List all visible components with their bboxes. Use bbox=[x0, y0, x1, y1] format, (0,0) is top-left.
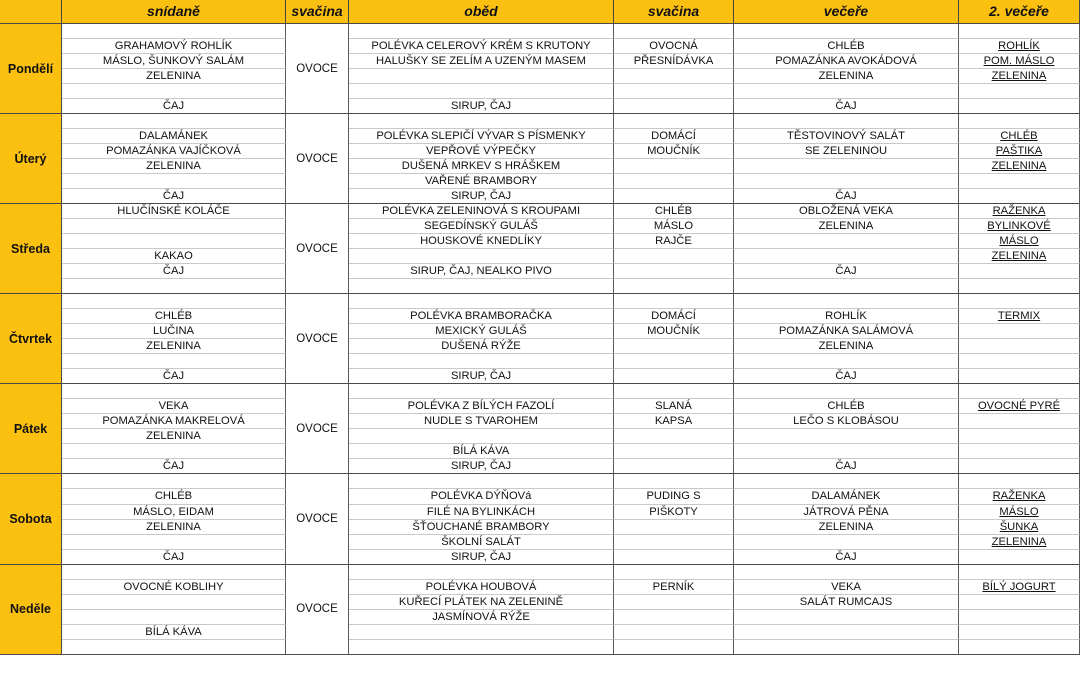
svacina-2-cell: KAPSA bbox=[614, 414, 734, 429]
vecere-2-cell: MÁSLO bbox=[959, 234, 1080, 249]
obed-cell: KUŘECÍ PLÁTEK NA ZELENINĚ bbox=[349, 595, 614, 610]
obed-cell: SEGEDÍNSKÝ GULÁŠ bbox=[349, 219, 614, 234]
obed-cell bbox=[349, 429, 614, 444]
vecere-2-cell: ŠUNKA bbox=[959, 520, 1080, 535]
obed-cell: POLÉVKA Z BÍLÝCH FAZOLÍ bbox=[349, 399, 614, 414]
vecere-2-cell bbox=[959, 174, 1080, 189]
snidane-cell: CHLÉB bbox=[62, 489, 286, 504]
obed-cell: SIRUP, ČAJ bbox=[349, 550, 614, 565]
vecere-2-cell: POM. MÁSLO bbox=[959, 54, 1080, 69]
obed-cell bbox=[349, 294, 614, 309]
day-label: Úterý bbox=[0, 114, 62, 204]
vecere-cell: ČAJ bbox=[734, 369, 959, 384]
vecere-cell: CHLÉB bbox=[734, 39, 959, 54]
vecere-cell: SE ZELENINOU bbox=[734, 144, 959, 159]
vecere-cell bbox=[734, 444, 959, 459]
snidane-cell bbox=[62, 535, 286, 550]
snidane-cell: ZELENINA bbox=[62, 159, 286, 174]
day-label: Středa bbox=[0, 204, 62, 294]
svacina-2-cell bbox=[614, 249, 734, 264]
vecere-cell bbox=[734, 474, 959, 489]
vecere-cell: ČAJ bbox=[734, 550, 959, 565]
vecere-2-cell: MÁSLO bbox=[959, 505, 1080, 520]
snidane-cell bbox=[62, 595, 286, 610]
header-obed: oběd bbox=[349, 0, 614, 24]
obed-cell: ŠKOLNÍ SALÁT bbox=[349, 535, 614, 550]
snidane-cell bbox=[62, 610, 286, 625]
svacina-2-cell bbox=[614, 369, 734, 384]
svacina-2-cell bbox=[614, 159, 734, 174]
snidane-cell: ČAJ bbox=[62, 264, 286, 279]
vecere-cell: ZELENINA bbox=[734, 520, 959, 535]
svacina-2-cell bbox=[614, 354, 734, 369]
snidane-cell bbox=[62, 24, 286, 39]
svacina-2-cell: DOMÁCÍ bbox=[614, 129, 734, 144]
svacina-2-cell bbox=[614, 339, 734, 354]
obed-cell: POLÉVKA ZELENINOVÁ S KROUPAMI bbox=[349, 204, 614, 219]
snidane-cell bbox=[62, 114, 286, 129]
snidane-cell: ZELENINA bbox=[62, 69, 286, 84]
svacina-1-cell: OVOCE bbox=[286, 24, 349, 114]
svacina-2-cell: MÁSLO bbox=[614, 219, 734, 234]
header-vecere: večeře bbox=[734, 0, 959, 24]
svacina-1-cell: OVOCE bbox=[286, 294, 349, 384]
svacina-2-cell bbox=[614, 474, 734, 489]
obed-cell bbox=[349, 625, 614, 640]
vecere-2-cell: ROHLÍK bbox=[959, 39, 1080, 54]
snidane-cell bbox=[62, 294, 286, 309]
snidane-cell bbox=[62, 384, 286, 399]
obed-cell: VEPŘOVÉ VÝPEČKY bbox=[349, 144, 614, 159]
svacina-1-cell: OVOCE bbox=[286, 204, 349, 294]
svacina-2-cell bbox=[614, 640, 734, 655]
vecere-2-cell bbox=[959, 595, 1080, 610]
snidane-cell: POMAZÁNKA MAKRELOVÁ bbox=[62, 414, 286, 429]
header-snidane: snídaně bbox=[62, 0, 286, 24]
svacina-1-cell: OVOCE bbox=[286, 384, 349, 474]
vecere-cell bbox=[734, 114, 959, 129]
obed-cell: SIRUP, ČAJ bbox=[349, 459, 614, 474]
obed-cell: DUŠENÁ MRKEV S HRÁŠKEM bbox=[349, 159, 614, 174]
snidane-cell: MÁSLO, EIDAM bbox=[62, 505, 286, 520]
snidane-cell: ZELENINA bbox=[62, 429, 286, 444]
svacina-2-cell: RAJČE bbox=[614, 234, 734, 249]
snidane-cell bbox=[62, 640, 286, 655]
obed-cell: VAŘENÉ BRAMBORY bbox=[349, 174, 614, 189]
svacina-2-cell: PIŠKOTY bbox=[614, 505, 734, 520]
svacina-2-cell: PUDING S bbox=[614, 489, 734, 504]
svacina-2-cell bbox=[614, 550, 734, 565]
vecere-2-cell: OVOCNÉ PYRÉ bbox=[959, 399, 1080, 414]
svacina-2-cell bbox=[614, 174, 734, 189]
snidane-cell: OVOCNÉ KOBLIHY bbox=[62, 580, 286, 595]
snidane-cell: VEKA bbox=[62, 399, 286, 414]
obed-cell: POLÉVKA CELEROVÝ KRÉM S KRUTONY bbox=[349, 39, 614, 54]
vecere-cell: ZELENINA bbox=[734, 69, 959, 84]
vecere-2-cell bbox=[959, 459, 1080, 474]
vecere-cell: DALAMÁNEK bbox=[734, 489, 959, 504]
vecere-cell bbox=[734, 234, 959, 249]
vecere-cell bbox=[734, 279, 959, 294]
snidane-cell: DALAMÁNEK bbox=[62, 129, 286, 144]
vecere-cell: ČAJ bbox=[734, 99, 959, 114]
snidane-cell: KAKAO bbox=[62, 249, 286, 264]
snidane-cell bbox=[62, 174, 286, 189]
svacina-2-cell: DOMÁCÍ bbox=[614, 309, 734, 324]
snidane-cell bbox=[62, 219, 286, 234]
vecere-cell: ČAJ bbox=[734, 189, 959, 204]
obed-cell bbox=[349, 84, 614, 99]
obed-cell: DUŠENÁ RÝŽE bbox=[349, 339, 614, 354]
svacina-2-cell: SLANÁ bbox=[614, 399, 734, 414]
snidane-cell bbox=[62, 279, 286, 294]
header-svacina-1: svačina bbox=[286, 0, 349, 24]
svacina-2-cell bbox=[614, 114, 734, 129]
vecere-cell: OBLOŽENÁ VEKA bbox=[734, 204, 959, 219]
svacina-2-cell: CHLÉB bbox=[614, 204, 734, 219]
obed-cell: POLÉVKA HOUBOVÁ bbox=[349, 580, 614, 595]
svacina-2-cell bbox=[614, 264, 734, 279]
obed-cell: SIRUP, ČAJ bbox=[349, 369, 614, 384]
vecere-2-cell bbox=[959, 429, 1080, 444]
vecere-2-cell bbox=[959, 99, 1080, 114]
vecere-2-cell bbox=[959, 294, 1080, 309]
svacina-2-cell bbox=[614, 384, 734, 399]
obed-cell bbox=[349, 384, 614, 399]
vecere-cell bbox=[734, 174, 959, 189]
obed-cell: POLÉVKA DÝŇOVá bbox=[349, 489, 614, 504]
vecere-cell bbox=[734, 159, 959, 174]
vecere-2-cell bbox=[959, 384, 1080, 399]
vecere-2-cell: CHLÉB bbox=[959, 129, 1080, 144]
obed-cell: NUDLE S TVAROHEM bbox=[349, 414, 614, 429]
svacina-2-cell bbox=[614, 99, 734, 114]
vecere-2-cell: ZELENINA bbox=[959, 159, 1080, 174]
svacina-2-cell: OVOCNÁ bbox=[614, 39, 734, 54]
svacina-2-cell bbox=[614, 520, 734, 535]
svacina-2-cell: MOUČNÍK bbox=[614, 324, 734, 339]
snidane-cell bbox=[62, 84, 286, 99]
vecere-cell bbox=[734, 610, 959, 625]
svacina-2-cell bbox=[614, 610, 734, 625]
snidane-cell: ČAJ bbox=[62, 99, 286, 114]
vecere-2-cell: BÍLÝ JOGURT bbox=[959, 580, 1080, 595]
vecere-cell: ROHLÍK bbox=[734, 309, 959, 324]
vecere-cell bbox=[734, 84, 959, 99]
vecere-2-cell: TERMIX bbox=[959, 309, 1080, 324]
vecere-2-cell bbox=[959, 444, 1080, 459]
obed-cell bbox=[349, 69, 614, 84]
vecere-2-cell bbox=[959, 610, 1080, 625]
obed-cell bbox=[349, 249, 614, 264]
svacina-2-cell bbox=[614, 444, 734, 459]
vecere-2-cell: RAŽENKA bbox=[959, 489, 1080, 504]
svacina-2-cell: PŘESNÍDÁVKA bbox=[614, 54, 734, 69]
vecere-2-cell bbox=[959, 324, 1080, 339]
vecere-cell bbox=[734, 640, 959, 655]
header-svacina-2: svačina bbox=[614, 0, 734, 24]
svacina-2-cell bbox=[614, 84, 734, 99]
vecere-cell: ČAJ bbox=[734, 264, 959, 279]
vecere-cell: POMAZÁNKA AVOKÁDOVÁ bbox=[734, 54, 959, 69]
vecere-cell bbox=[734, 384, 959, 399]
obed-cell: HALUŠKY SE ZELÍM A UZENÝM MASEM bbox=[349, 54, 614, 69]
vecere-2-cell bbox=[959, 550, 1080, 565]
vecere-2-cell bbox=[959, 565, 1080, 580]
svacina-2-cell bbox=[614, 279, 734, 294]
obed-cell bbox=[349, 565, 614, 580]
obed-cell: POLÉVKA BRAMBORAČKA bbox=[349, 309, 614, 324]
obed-cell: SIRUP, ČAJ, NEALKO PIVO bbox=[349, 264, 614, 279]
obed-cell: FILÉ NA BYLINKÁCH bbox=[349, 505, 614, 520]
vecere-cell: JÁTROVÁ PĚNA bbox=[734, 505, 959, 520]
vecere-cell bbox=[734, 24, 959, 39]
obed-cell: MEXICKÝ GULÁŠ bbox=[349, 324, 614, 339]
snidane-cell: CHLÉB bbox=[62, 309, 286, 324]
vecere-2-cell: BYLINKOVÉ bbox=[959, 219, 1080, 234]
vecere-cell bbox=[734, 535, 959, 550]
vecere-2-cell bbox=[959, 625, 1080, 640]
snidane-cell: HLUČÍNSKÉ KOLÁČE bbox=[62, 204, 286, 219]
obed-cell bbox=[349, 640, 614, 655]
svacina-1-cell: OVOCE bbox=[286, 114, 349, 204]
svacina-2-cell bbox=[614, 294, 734, 309]
snidane-cell: BÍLÁ KÁVA bbox=[62, 625, 286, 640]
vecere-cell bbox=[734, 625, 959, 640]
day-label: Pondělí bbox=[0, 24, 62, 114]
vecere-cell: SALÁT RUMCAJS bbox=[734, 595, 959, 610]
vecere-cell: ZELENINA bbox=[734, 339, 959, 354]
svacina-1-cell: OVOCE bbox=[286, 474, 349, 564]
vecere-cell bbox=[734, 354, 959, 369]
vecere-cell: ČAJ bbox=[734, 459, 959, 474]
obed-cell: SIRUP, ČAJ bbox=[349, 189, 614, 204]
vecere-cell: TĚSTOVINOVÝ SALÁT bbox=[734, 129, 959, 144]
svacina-2-cell bbox=[614, 625, 734, 640]
vecere-2-cell bbox=[959, 354, 1080, 369]
snidane-cell: ZELENINA bbox=[62, 339, 286, 354]
vecere-cell bbox=[734, 294, 959, 309]
vecere-cell: VEKA bbox=[734, 580, 959, 595]
obed-cell: SIRUP, ČAJ bbox=[349, 99, 614, 114]
snidane-cell bbox=[62, 444, 286, 459]
snidane-cell: LUČINA bbox=[62, 324, 286, 339]
snidane-cell bbox=[62, 565, 286, 580]
snidane-cell: MÁSLO, ŠUNKOVÝ SALÁM bbox=[62, 54, 286, 69]
svacina-2-cell bbox=[614, 189, 734, 204]
snidane-cell: ČAJ bbox=[62, 189, 286, 204]
obed-cell bbox=[349, 474, 614, 489]
snidane-cell bbox=[62, 234, 286, 249]
header-vecere-2: 2. večeře bbox=[959, 0, 1080, 24]
svacina-2-cell bbox=[614, 429, 734, 444]
vecere-2-cell bbox=[959, 369, 1080, 384]
snidane-cell: POMAZÁNKA VAJÍČKOVÁ bbox=[62, 144, 286, 159]
vecere-2-cell bbox=[959, 84, 1080, 99]
vecere-2-cell: ZELENINA bbox=[959, 69, 1080, 84]
obed-cell: POLÉVKA SLEPIČÍ VÝVAR S PÍSMENKY bbox=[349, 129, 614, 144]
svacina-2-cell: MOUČNÍK bbox=[614, 144, 734, 159]
vecere-cell: POMAZÁNKA SALÁMOVÁ bbox=[734, 324, 959, 339]
vecere-2-cell bbox=[959, 189, 1080, 204]
svacina-1-cell: OVOCE bbox=[286, 565, 349, 655]
snidane-cell: ČAJ bbox=[62, 550, 286, 565]
svacina-2-cell bbox=[614, 69, 734, 84]
obed-cell: BÍLÁ KÁVA bbox=[349, 444, 614, 459]
day-label: Sobota bbox=[0, 474, 62, 564]
vecere-2-cell bbox=[959, 279, 1080, 294]
snidane-cell bbox=[62, 354, 286, 369]
obed-cell: JASMÍNOVÁ RÝŽE bbox=[349, 610, 614, 625]
vecere-2-cell: RAŽENKA bbox=[959, 204, 1080, 219]
vecere-cell: LEČO S KLOBÁSOU bbox=[734, 414, 959, 429]
vecere-2-cell bbox=[959, 414, 1080, 429]
snidane-cell: ČAJ bbox=[62, 459, 286, 474]
day-label: Neděle bbox=[0, 565, 62, 655]
svacina-2-cell: PERNÍK bbox=[614, 580, 734, 595]
svacina-2-cell bbox=[614, 565, 734, 580]
obed-cell: HOUSKOVÉ KNEDLÍKY bbox=[349, 234, 614, 249]
vecere-cell bbox=[734, 429, 959, 444]
vecere-2-cell bbox=[959, 640, 1080, 655]
vecere-cell bbox=[734, 249, 959, 264]
vecere-2-cell bbox=[959, 24, 1080, 39]
snidane-cell: GRAHAMOVÝ ROHLÍK bbox=[62, 39, 286, 54]
obed-cell bbox=[349, 279, 614, 294]
day-label: Pátek bbox=[0, 384, 62, 474]
vecere-2-cell: PAŠTIKA bbox=[959, 144, 1080, 159]
obed-cell bbox=[349, 114, 614, 129]
vecere-2-cell bbox=[959, 339, 1080, 354]
snidane-cell: ZELENINA bbox=[62, 520, 286, 535]
svacina-2-cell bbox=[614, 24, 734, 39]
svacina-2-cell bbox=[614, 459, 734, 474]
vecere-2-cell bbox=[959, 474, 1080, 489]
svacina-2-cell bbox=[614, 535, 734, 550]
vecere-cell: CHLÉB bbox=[734, 399, 959, 414]
vecere-cell: ZELENINA bbox=[734, 219, 959, 234]
vecere-2-cell: ZELENINA bbox=[959, 249, 1080, 264]
vecere-2-cell bbox=[959, 114, 1080, 129]
vecere-2-cell bbox=[959, 264, 1080, 279]
svacina-2-cell bbox=[614, 595, 734, 610]
obed-cell: ŠŤOUCHANÉ BRAMBORY bbox=[349, 520, 614, 535]
day-label: Čtvrtek bbox=[0, 294, 62, 384]
vecere-2-cell: ZELENINA bbox=[959, 535, 1080, 550]
obed-cell bbox=[349, 354, 614, 369]
obed-cell bbox=[349, 24, 614, 39]
vecere-cell bbox=[734, 565, 959, 580]
header-day bbox=[0, 0, 62, 24]
snidane-cell bbox=[62, 474, 286, 489]
snidane-cell: ČAJ bbox=[62, 369, 286, 384]
